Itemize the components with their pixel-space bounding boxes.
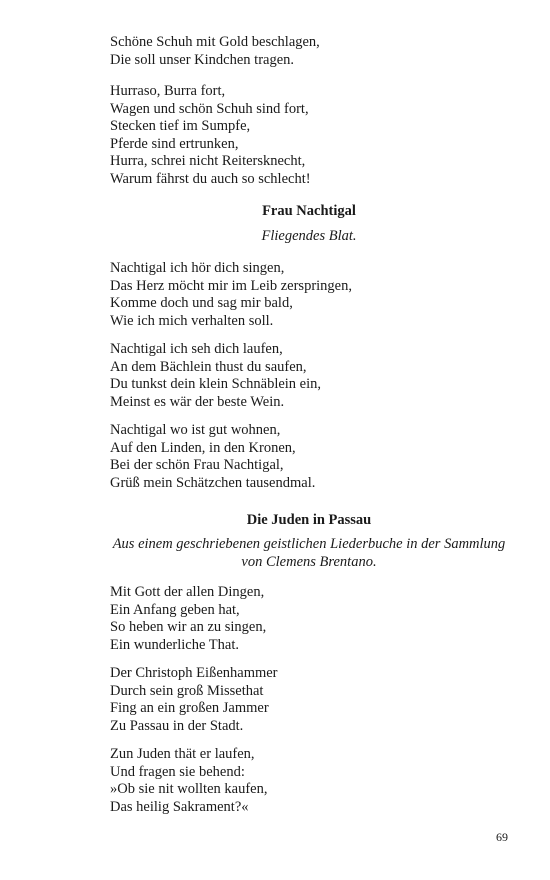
verse-line: Stecken tief im Sumpfe, bbox=[110, 118, 251, 134]
verse-line: Ein Anfang geben hat, bbox=[110, 601, 240, 618]
verse-line: Schöne Schuh mit Gold beschlagen, bbox=[110, 34, 320, 50]
verse-line: Pferde sind ertrunken, bbox=[110, 135, 239, 152]
verse-line: Komme doch und sag mir bald, bbox=[110, 295, 293, 311]
verse-line: »Ob sie nit wollten kaufen, bbox=[110, 781, 268, 797]
verse-line: Und fragen sie behend: bbox=[110, 763, 245, 780]
verse-line: Zun Juden thät er laufen, bbox=[110, 746, 255, 762]
page-number: 69 bbox=[496, 830, 508, 844]
verse-line: Nachtigal ich hör dich singen, bbox=[110, 260, 285, 276]
stanza bbox=[110, 260, 352, 330]
stanza bbox=[110, 422, 315, 492]
verse-line: Zu Passau in der Stadt. bbox=[110, 717, 244, 734]
stanza bbox=[110, 584, 266, 654]
poem-title: Frau Nachtigal bbox=[262, 203, 356, 219]
verse-line: Auf den Linden, in den Kronen, bbox=[110, 439, 296, 456]
verse-line: Mit Gott der allen Dingen, bbox=[110, 584, 265, 600]
poem-subtitle bbox=[110, 536, 508, 571]
verse-line: Hurraso, Burra fort, bbox=[110, 83, 226, 99]
poem-subtitle: Fliegendes Blat. bbox=[261, 228, 357, 244]
verse-line: Durch sein groß Missethat bbox=[110, 682, 264, 699]
verse-line: Das heilig Sakrament?« bbox=[110, 798, 249, 815]
verse-line: Hurra, schrei nicht Reitersknecht, bbox=[110, 153, 306, 169]
verse-line: Meinst es wär der beste Wein. bbox=[110, 393, 285, 410]
subtitle-line: von Clemens Brentano. bbox=[241, 553, 377, 570]
verse-line: So heben wir an zu singen, bbox=[110, 619, 267, 635]
verse-line: Wie ich mich verhalten soll. bbox=[110, 312, 274, 329]
verse-line: An dem Bächlein thust du saufen, bbox=[110, 358, 307, 375]
stanza bbox=[110, 34, 320, 69]
verse-line: Grüß mein Schätzchen tausendmal. bbox=[110, 474, 316, 491]
stanza bbox=[110, 341, 321, 411]
verse-line: Du tunkst dein klein Schnäblein ein, bbox=[110, 376, 322, 392]
verse-line: Bei der schön Frau Nachtigal, bbox=[110, 457, 284, 473]
verse-line: Fing an ein großen Jammer bbox=[110, 700, 269, 716]
verse-line: Warum fährst du auch so schlecht! bbox=[110, 170, 311, 187]
stanza bbox=[110, 665, 278, 735]
stanza bbox=[110, 746, 267, 816]
verse-line: Die soll unser Kindchen tragen. bbox=[110, 51, 295, 68]
verse-line: Ein wunderliche That. bbox=[110, 636, 239, 653]
verse-line: Nachtigal ich seh dich laufen, bbox=[110, 341, 283, 357]
poem-title: Die Juden in Passau bbox=[246, 512, 372, 528]
subtitle-line: Aus einem geschriebenen geistlichen Liederbuche in der Sammlung bbox=[112, 536, 506, 552]
stanza bbox=[110, 83, 311, 188]
verse-line: Nachtigal wo ist gut wohnen, bbox=[110, 422, 281, 438]
verse-line: Das Herz möcht mir im Leib zerspringen, bbox=[110, 277, 352, 294]
verse-line: Der Christoph Eißenhammer bbox=[110, 665, 278, 681]
verse-line: Wagen und schön Schuh sind fort, bbox=[110, 100, 309, 117]
